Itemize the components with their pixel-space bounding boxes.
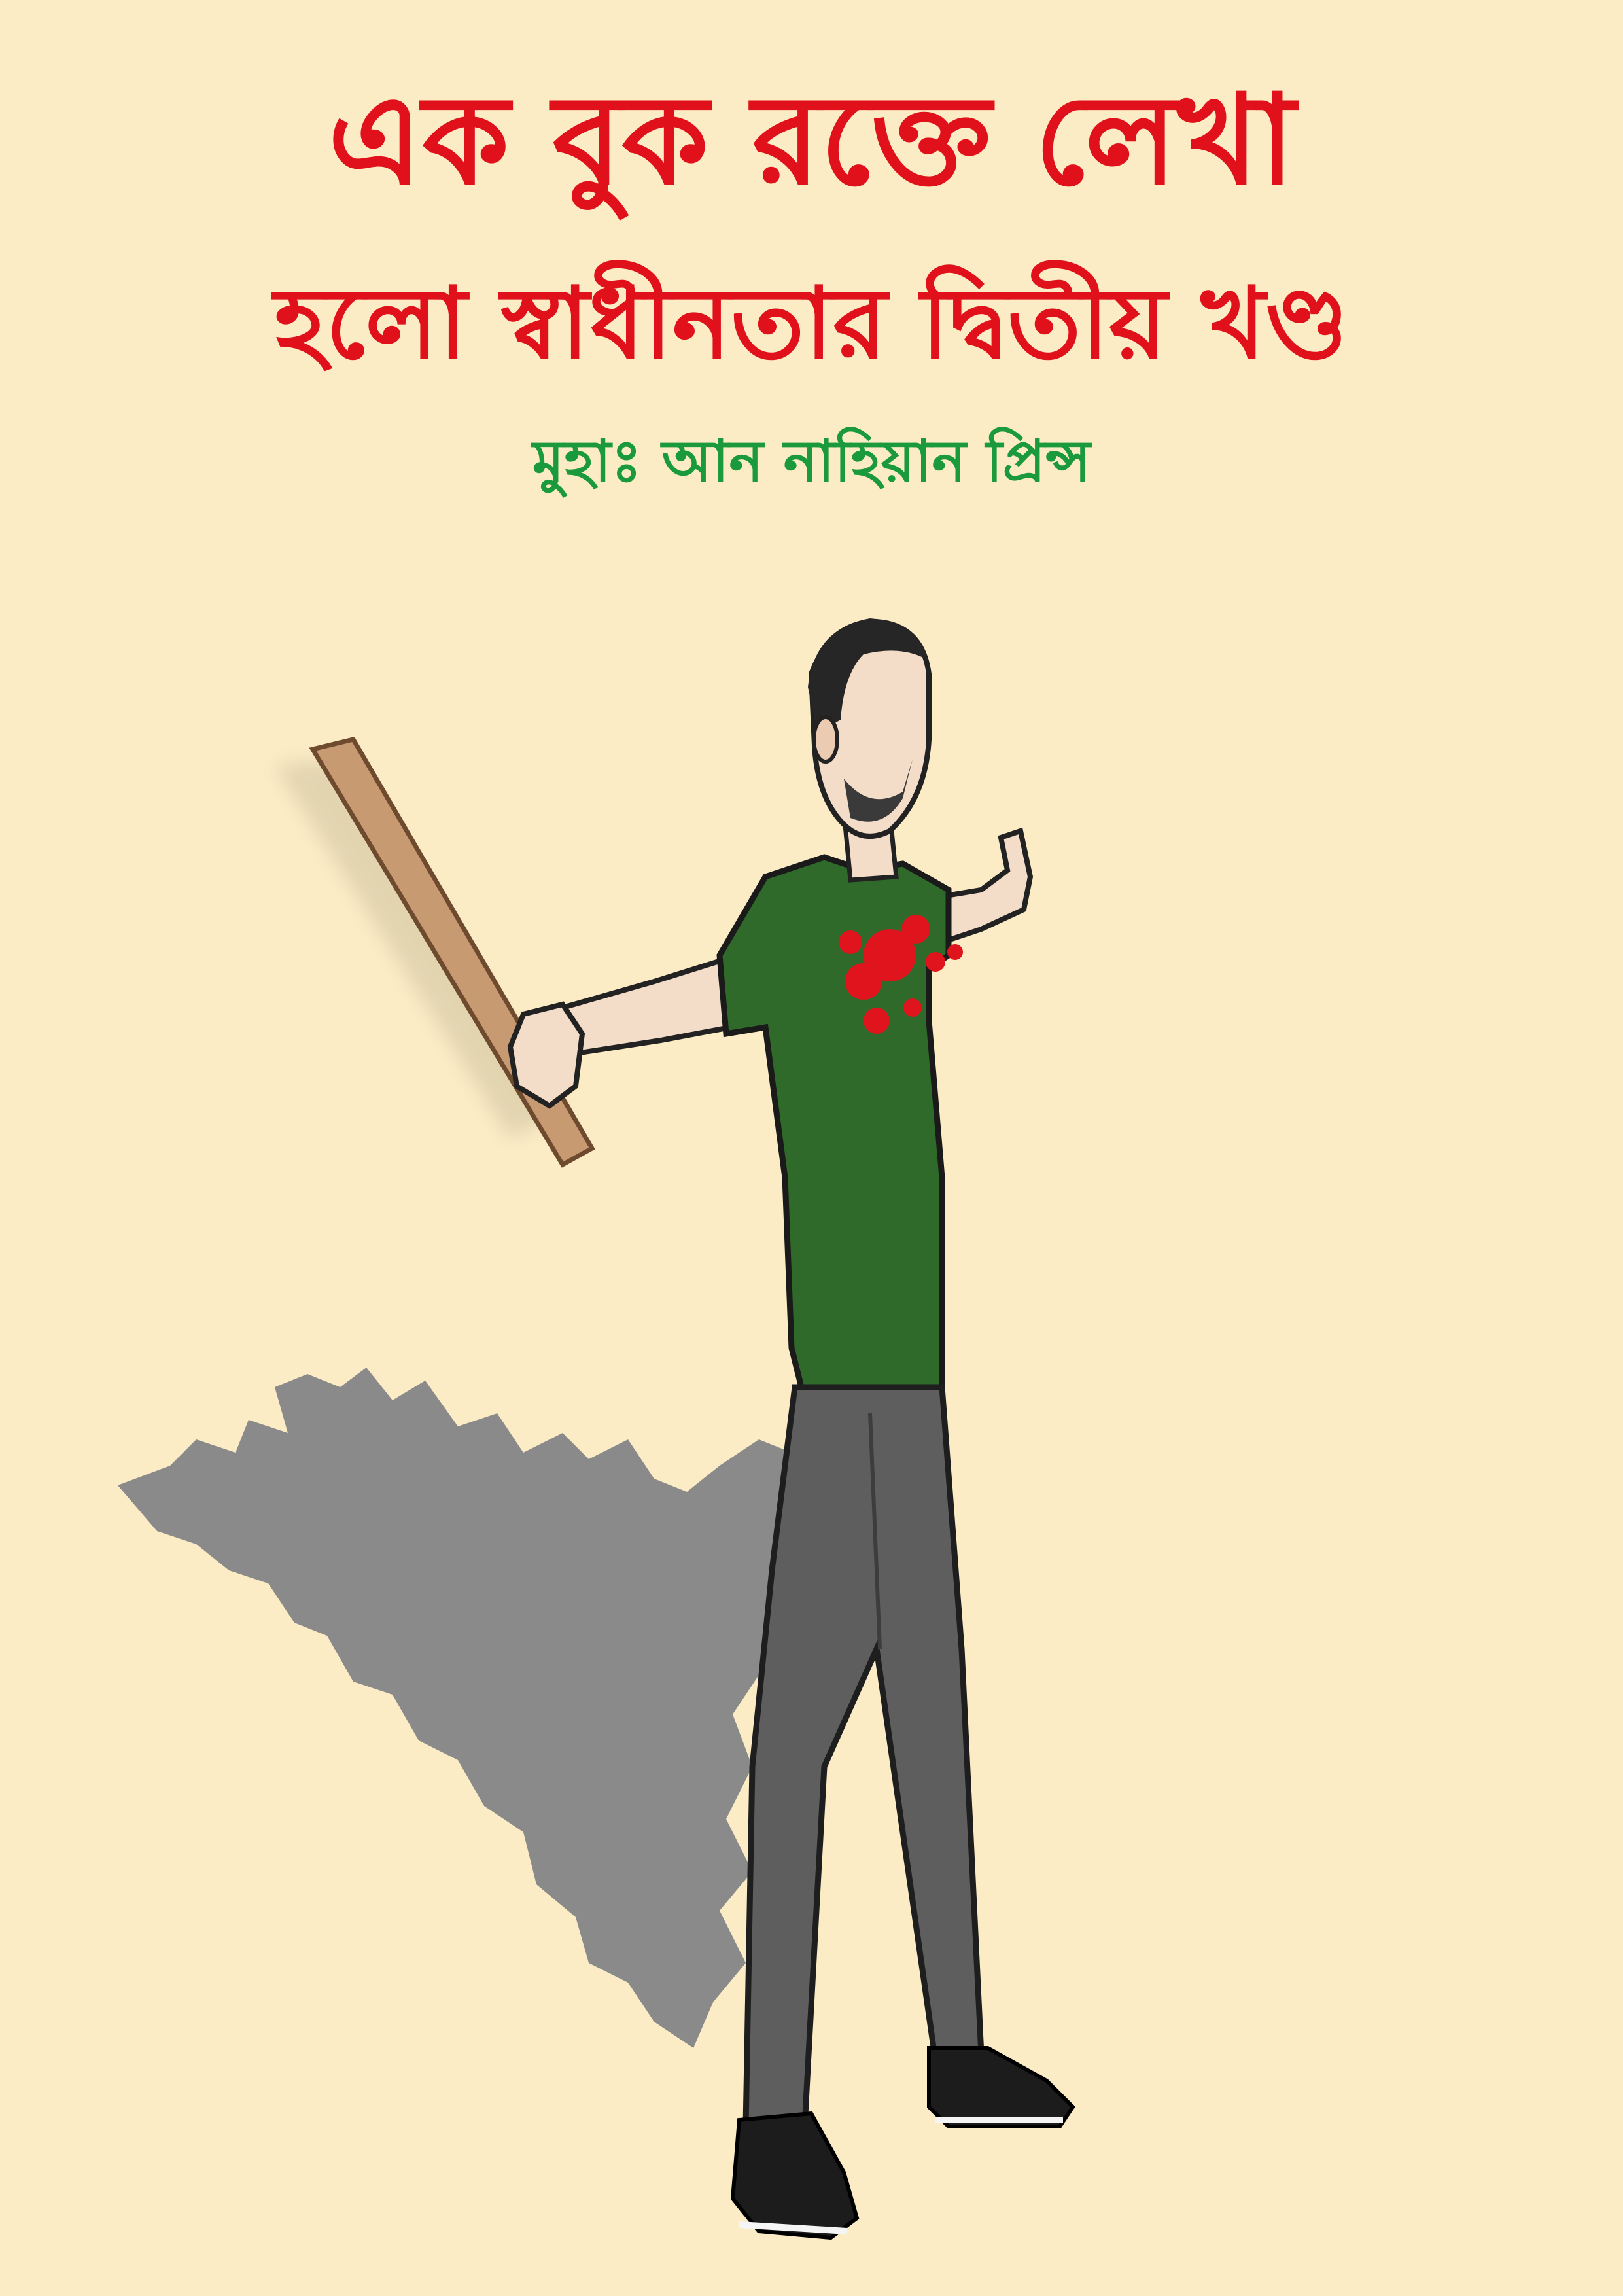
grey-pants [746, 1387, 981, 2127]
head [808, 618, 929, 836]
author-name: মুহাঃ আন নাহিয়ান প্রিন্স [532, 427, 1091, 495]
title-line-2: হলো স্বাধীনতার দ্বিতীয় খণ্ড [274, 267, 1349, 381]
right-arm [942, 831, 1030, 942]
illustration-svg [0, 523, 1623, 2296]
left-hand [510, 1004, 582, 1106]
cover-illustration [0, 523, 1623, 2296]
title-line-1: এক বুক রক্তে লেখা [328, 68, 1295, 213]
